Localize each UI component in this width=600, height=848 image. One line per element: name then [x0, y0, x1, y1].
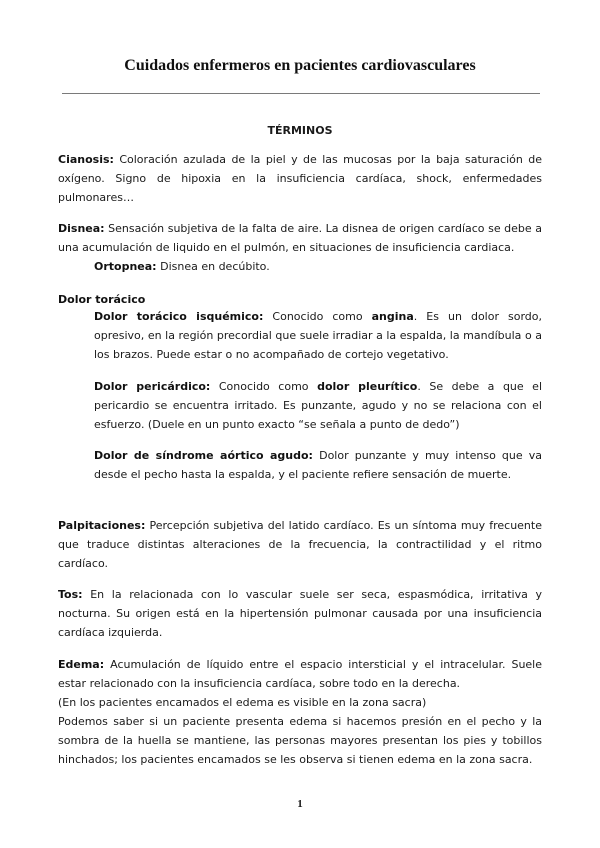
term-label: Ortopnea:: [94, 260, 157, 273]
term-text-after: . Es un dolor sordo, opresivo, en la región precordial que suele irradiar a la espalda, la mandíbula o a los brazos. Puede estar o no acompañado de cortejo vegetativo.: [94, 310, 543, 361]
term-label: Cianosis:: [58, 153, 114, 166]
term-note: (En los pacientes encamados el edema es visible en la zona sacra): [58, 696, 427, 709]
term-label: Dolor torácico isquémico:: [94, 310, 264, 323]
title-divider: [62, 93, 540, 94]
term-definition: Percepción subjetiva del latido cardíaco. Es un síntoma muy frecuente que traduce distintas alteraciones de la frecuencia, la contractilidad y el ritmo cardíaco.: [58, 519, 542, 570]
term-dolor-isquemico: [94, 307, 542, 364]
term-label: Dolor pericárdico:: [94, 380, 211, 393]
term-disnea: [58, 219, 542, 257]
term-label: Palpitaciones:: [58, 519, 146, 532]
term-definition: Acumulación de líquido entre el espacio intersticial y el intracelular. Suele estar relacionado con la insuficiencia cardíaca, sobre todo en la derecha.: [58, 658, 543, 690]
term-definition: Dolor punzante y muy intenso que va desde el pecho hasta la espalda, y el paciente refiere sensación de muerte.: [94, 449, 543, 481]
subsection-heading: Dolor torácico: [58, 293, 146, 306]
term-dolor-aortico: [94, 446, 542, 484]
term-definition: En la relacionada con lo vascular suele ser seca, espasmódica, irritativa y nocturna. Su origen está en la hipertensión pulmonar causada por una insuficiencia cardíaca izquierda.: [58, 588, 542, 639]
term-highlight: angina: [371, 310, 414, 323]
term-label: Tos:: [58, 588, 83, 601]
term-dolor-pericardico: [94, 377, 542, 434]
term-label: Disnea:: [58, 222, 105, 235]
term-cianosis: [58, 150, 542, 207]
term-edema: [58, 655, 542, 769]
term-palpitaciones: [58, 516, 542, 573]
term-label: Dolor de síndrome aórtico agudo:: [94, 449, 313, 462]
term-text-before: Conocido como: [272, 310, 363, 323]
section-heading: TÉRMINOS: [267, 124, 333, 137]
term-extra: Podemos saber si un paciente presenta edema si hacemos presión en el pecho y la sombra de la huella se mantiene, las personas mayores presentan los pies y tobillos hinchados; los pacientes encamados se les observa si tienen edema en la zona sacra.: [58, 715, 542, 766]
term-text-before: Conocido como: [218, 380, 309, 393]
term-definition: Sensación subjetiva de la falta de aire. La disnea de origen cardíaco se debe a una acumulación de liquido en el pulmón, en situaciones de insuficiencia cardiaca.: [58, 222, 542, 254]
term-definition: Coloración azulada de la piel y de las mucosas por la baja saturación de oxígeno. Signo de hipoxia en la insuficiencia cardíaca, shock, enfermedades pulmonares…: [58, 153, 543, 204]
term-label: Edema:: [58, 658, 105, 671]
term-tos: [58, 585, 542, 642]
page-number: 1: [297, 798, 303, 810]
document-title: Cuidados enfermeros en pacientes cardiovasculares: [124, 57, 476, 74]
term-highlight: dolor pleurítico: [317, 380, 418, 393]
term-definition: Disnea en decúbito.: [160, 260, 270, 273]
term-text-after: . Se debe a que el pericardio se encuentra irritado. Es punzante, agudo y no se relaciona con el esfuerzo. (Duele en un punto exacto “se señala a punto de dedo”): [94, 380, 543, 431]
term-ortopnea: [94, 257, 542, 276]
